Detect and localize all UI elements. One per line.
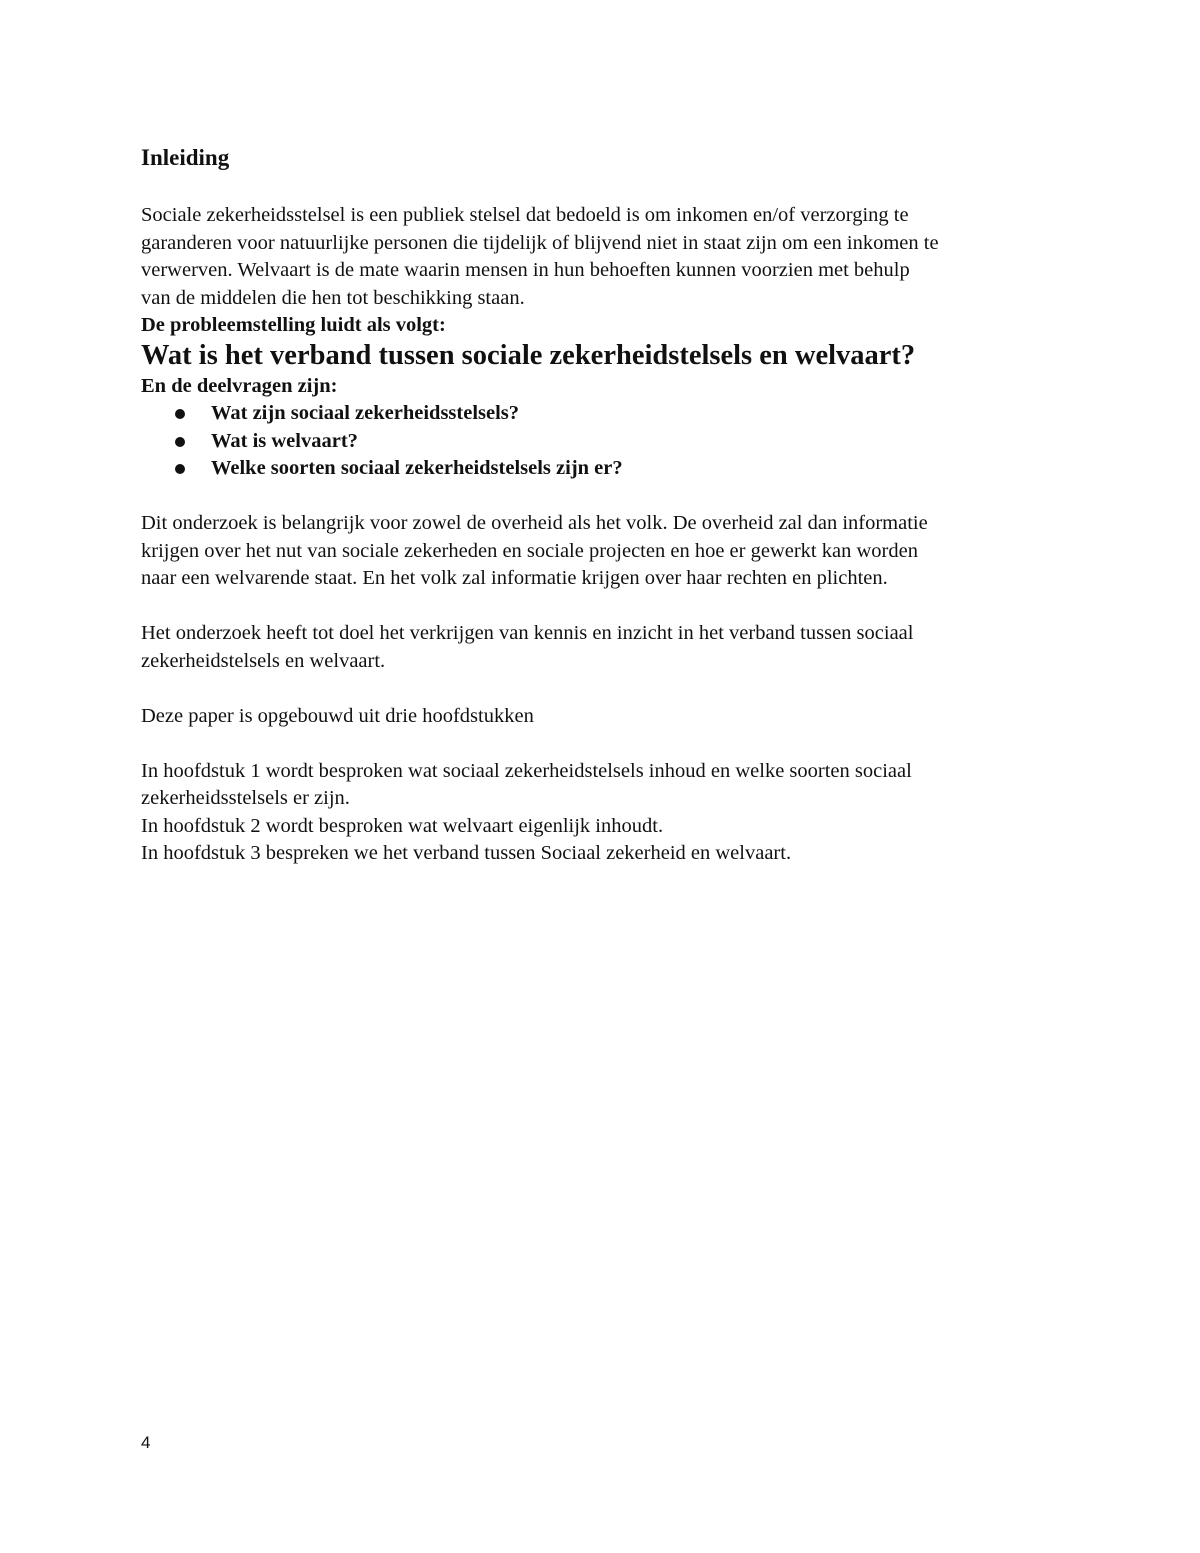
list-item	[141, 455, 1071, 483]
page-number: 4	[141, 1433, 151, 1452]
spacer	[141, 730, 1071, 758]
text-line: In hoofdstuk 1 wordt besproken wat sociaal zekerheidstelsels inhoud en welke soorten sociaal	[141, 759, 912, 782]
text-line: In hoofdstuk 3 bespreken we het verband tussen Sociaal zekerheid en welvaart.	[141, 842, 792, 864]
bullet-icon	[175, 464, 185, 474]
text-line: zekerheidstelsels en welvaart.	[141, 649, 386, 672]
list-item	[141, 400, 1071, 428]
text-line: naar een welvarende staat. En het volk zal informatie krijgen over haar rechten en plichten.	[141, 567, 888, 589]
subquestions-list	[141, 400, 1071, 483]
text-line: Dit onderzoek is belangrijk voor zowel de overheid als het volk. De overheid zal dan informatie	[141, 512, 928, 534]
intro-paragraph	[141, 202, 1071, 312]
list-item	[141, 428, 1071, 456]
research-question: Wat is het verband tussen sociale zekerheidstelsels en welvaart?	[141, 340, 916, 371]
goal-paragraph	[141, 620, 1071, 675]
page-content	[141, 141, 1071, 868]
spacer	[141, 593, 1071, 621]
bullet-icon	[175, 437, 185, 447]
text-line: Het onderzoek heeft tot doel het verkrijgen van kennis en inzicht in het verband tussen sociaal	[141, 622, 914, 644]
text-line: In hoofdstuk 2 wordt besproken wat welvaart eigenlijk inhoudt.	[141, 814, 664, 837]
text-line: Sociale zekerheidsstelsel is een publiek stelsel dat bedoeld is om inkomen en/of verzorging te	[141, 204, 909, 226]
spacer	[141, 483, 1071, 511]
text-line: garanderen voor natuurlijke personen die tijdelijk of blijvend niet in staat zijn om een inkomen te	[141, 231, 939, 254]
subquestion-text: Welke soorten sociaal zekerheidstelsels zijn er?	[211, 457, 623, 479]
chapters-paragraph	[141, 758, 1071, 868]
bullet-icon	[175, 409, 185, 419]
spacer	[141, 675, 1071, 703]
spacer	[141, 175, 1071, 202]
text-line: verwerven. Welvaart is de mate waarin mensen in hun behoeften kunnen voorzien met behulp	[141, 259, 910, 281]
relevance-paragraph	[141, 510, 1071, 593]
section-heading: Inleiding	[141, 145, 230, 170]
structure-sentence: Deze paper is opgebouwd uit drie hoofdstukken	[141, 704, 534, 727]
text-line: zekerheidsstelsels er zijn.	[141, 787, 350, 809]
text-line: van de middelen die hen tot beschikking staan.	[141, 286, 525, 309]
problem-statement-label: De probleemstelling luidt als volgt:	[141, 314, 446, 336]
subquestion-text: Wat is welvaart?	[211, 429, 358, 452]
subquestions-label: En de deelvragen zijn:	[141, 375, 338, 397]
text-line: krijgen over het nut van sociale zekerheden en sociale projecten en hoe er gewerkt kan worden	[141, 539, 918, 562]
subquestion-text: Wat zijn sociaal zekerheidsstelsels?	[211, 402, 520, 424]
